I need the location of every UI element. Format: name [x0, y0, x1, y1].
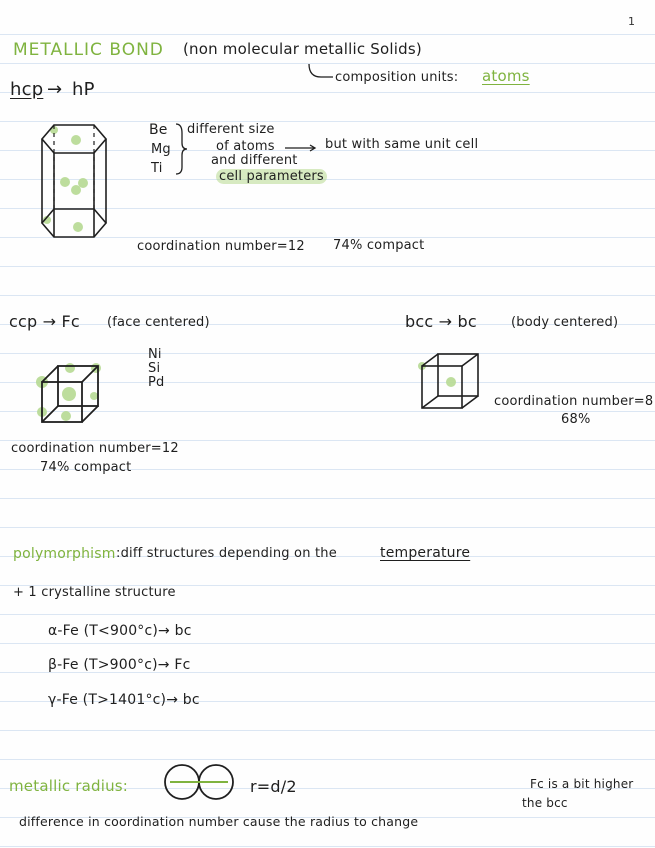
polymorphism-temperature: temperature	[380, 545, 471, 561]
two-touching-atoms-diagram	[162, 762, 238, 802]
radius-bottom-note: difference in coordination number cause the radius to change	[19, 814, 419, 829]
bcc-coordination: coordination number=8	[494, 394, 654, 409]
hcp-metal-be: Be	[149, 122, 168, 138]
metallic-radius-label: metallic radius:	[9, 777, 129, 795]
polymorphism-term: polymorphism	[13, 546, 116, 562]
hcp-note-line-3: and different	[211, 153, 298, 168]
hcp-arrow: →	[47, 79, 63, 100]
ccp-parenthetical: (face centered)	[107, 315, 210, 330]
ccp-metal-pd: Pd	[148, 375, 165, 390]
hcp-side-note: but with same unit cell	[325, 137, 479, 152]
hcp-metal-ti: Ti	[151, 161, 163, 176]
polymorphism-definition: :diff structures depending on the	[116, 546, 337, 561]
hcp-heading: hcp	[10, 79, 44, 100]
hexagonal-prism-diagram	[36, 115, 126, 250]
hcp-lattice: hP	[72, 79, 95, 100]
body-centered-cube-diagram	[418, 350, 486, 414]
arrow-icon	[283, 143, 319, 153]
ccp-compact: 74% compact	[40, 460, 132, 475]
composition-value: atoms	[482, 67, 530, 85]
ccp-metal-si: Si	[148, 361, 161, 376]
radius-side-note-1: Fc is a bit higher	[530, 777, 634, 791]
bcc-parenthetical: (body centered)	[511, 315, 619, 330]
radius-side-note-2: the bcc	[522, 796, 568, 810]
page-title: METALLIC BOND	[13, 40, 164, 60]
composition-label: composition units:	[335, 70, 459, 85]
hcp-note-line-4-text: cell parameters	[216, 169, 327, 184]
hcp-note-line-4	[216, 170, 327, 183]
radius-formula: r=d/2	[250, 777, 297, 796]
face-centered-cube-diagram	[36, 360, 106, 430]
bcc-heading: bcc → bc	[405, 312, 477, 331]
ccp-coordination: coordination number=12	[11, 441, 179, 456]
page-number: 1	[628, 15, 635, 28]
bcc-compact: 68%	[561, 412, 591, 427]
hcp-compact: 74% compact	[333, 238, 425, 253]
polymorphism-subline: + 1 crystalline structure	[13, 585, 176, 600]
polymorph-example-gamma: γ-Fe (T>1401°c)→ bc	[48, 692, 200, 708]
hcp-metal-mg: Mg	[151, 142, 171, 157]
ccp-metal-ni: Ni	[148, 347, 162, 362]
hcp-note-line-2: of atoms	[216, 139, 275, 154]
hcp-coordination: coordination number=12	[137, 239, 305, 254]
hook-arrow-icon	[305, 62, 335, 84]
polymorph-example-alpha: α-Fe (T<900°c)→ bc	[48, 623, 192, 639]
title-parenthetical: (non molecular metallic Solids)	[183, 40, 422, 58]
ccp-heading: ccp → Fc	[9, 312, 80, 331]
hcp-note-line-1: different size	[187, 122, 275, 137]
polymorph-example-beta: β-Fe (T>900°c)→ Fc	[48, 657, 191, 673]
